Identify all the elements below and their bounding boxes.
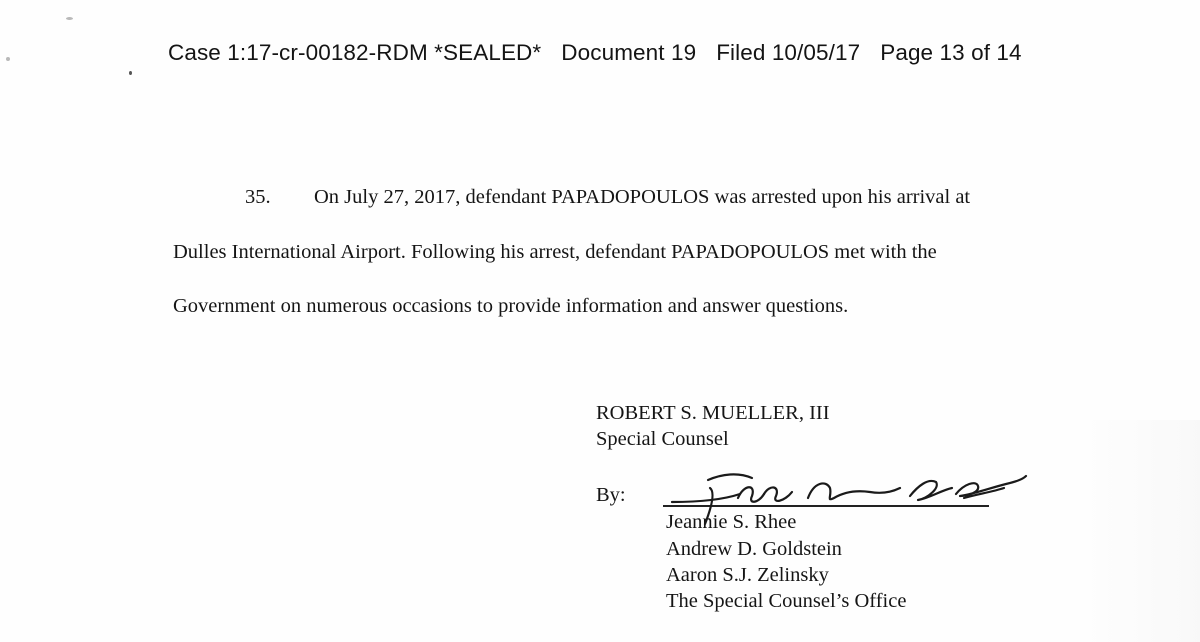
by-label: By: [596, 484, 626, 506]
scan-speck [66, 17, 73, 20]
document-header [168, 40, 1022, 66]
office-name: The Special Counsel’s Office [666, 590, 907, 612]
signer-name: Jeannie S. Rhee [666, 511, 797, 533]
header-page-number: Page 13 of 14 [880, 40, 1022, 65]
signer-name: Aaron S.J. Zelinsky [666, 564, 829, 586]
handwritten-signature [660, 458, 1040, 528]
scan-shadow [1080, 420, 1200, 642]
scan-speck [6, 57, 10, 61]
scan-speck [129, 71, 132, 75]
paragraph-number: 35. [245, 186, 271, 208]
header-document-number: Document 19 [561, 40, 697, 65]
header-filed-date: Filed 10/05/17 [716, 40, 861, 65]
signatory-title: Special Counsel [596, 428, 729, 450]
paragraph-line: Dulles International Airport. Following his arrest, defendant PAPADOPOULOS met with the [173, 241, 937, 263]
signer-name: Andrew D. Goldstein [666, 538, 842, 560]
paragraph-line: On July 27, 2017, defendant PAPADOPOULOS was arrested upon his arrival at [314, 186, 971, 208]
paragraph-line: Government on numerous occasions to provide information and answer questions. [173, 295, 849, 317]
header-case-number: Case 1:17-cr-00182-RDM *SEALED* [168, 40, 542, 65]
signatory-name: ROBERT S. MUELLER, III [596, 402, 830, 424]
